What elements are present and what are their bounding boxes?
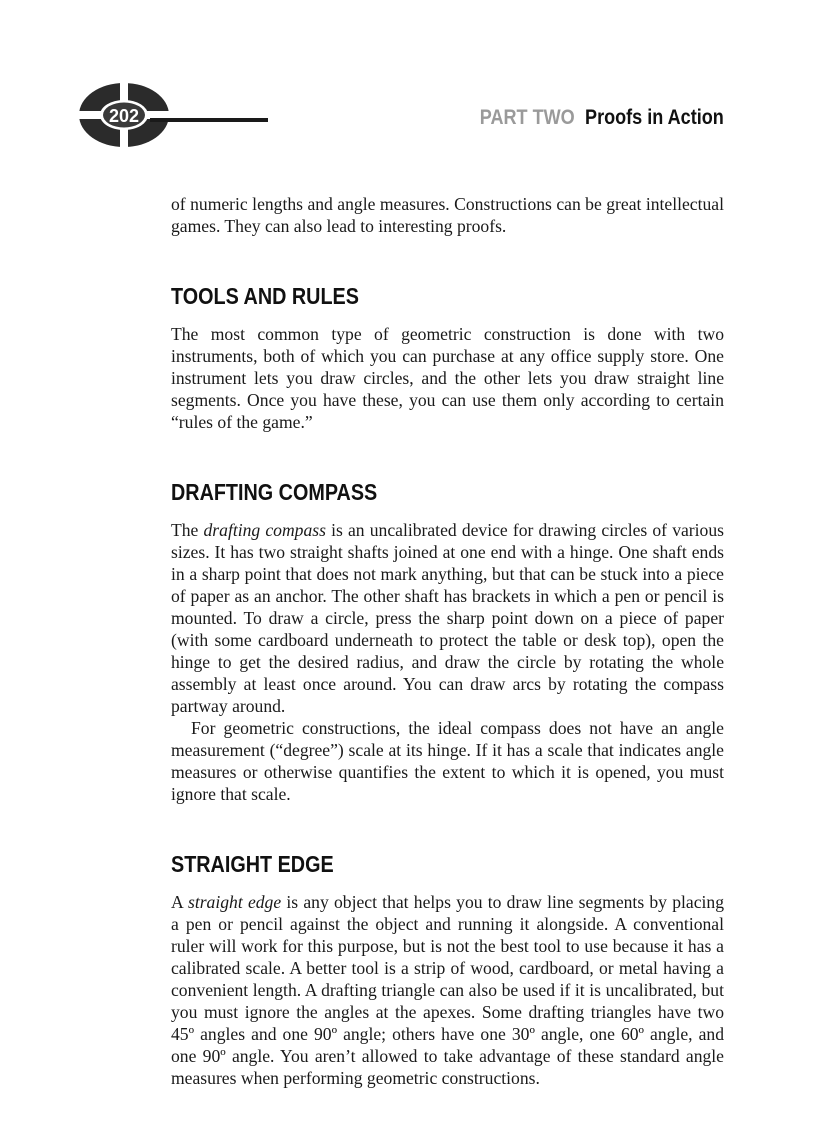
- part-title: Proofs in Action: [585, 106, 724, 129]
- part-label: PART TWO: [479, 106, 575, 129]
- straight-edge-body: is any object that helps you to draw line segments by placing a pen or pencil against the object and running it alongside. A conventional ruler will work for this purpose, but is not the best tool to use because it has a calibrated scale. A better tool is a strip of wood, cardboard, or metal having a convenient length. A drafting triangle can also be used if it is uncalibrated, but you must ignore the angles at the apexes. Some drafting triangles have two 45º angles and one 90º angle; others have one 30º angle, one 60º angle, and one 90º angle. You aren’t allowed to take advantage of these standard angle measures when performing geometric constructions.: [171, 892, 724, 1088]
- page-number-badge: [78, 82, 170, 148]
- compass-lead: The: [171, 520, 204, 540]
- section-heading-straight-edge: STRAIGHT EDGE: [171, 851, 334, 877]
- page-body: [171, 193, 724, 1089]
- compass-paragraph-2: For geometric constructions, the ideal compass does not have an angle measurement (“degree”) scale at its hinge. If it has a scale that indicates angle measures or otherwise quantifies the extent to which it is opened, you must ignore that scale.: [171, 718, 724, 804]
- straight-edge-paragraph: [171, 891, 724, 1089]
- tools-paragraph: The most common type of geometric construction is done with two instruments, both of which you can purchase at any office supply store. One instrument lets you draw circles, and the other lets you draw straight line segments. Once you have these, you can use them only according to certain “rules of the game.”: [171, 324, 724, 432]
- term-drafting-compass: drafting compass: [203, 520, 326, 540]
- compass-paragraph-1: [171, 519, 724, 717]
- intro-paragraph: of numeric lengths and angle measures. Constructions can be great intellectual games. They can also lead to interesting proofs.: [171, 194, 724, 236]
- section-heading-drafting-compass: DRAFTING COMPASS: [171, 479, 378, 505]
- running-head: [480, 106, 724, 130]
- page-number: 202: [108, 106, 140, 126]
- header-rule: [150, 118, 268, 122]
- compass-body: is an uncalibrated device for drawing circles of various sizes. It has two straight shafts joined at one end with a hinge. One shaft ends in a sharp point that does not mark anything, but that can be stuck into a piece of paper as an anchor. The other shaft has brackets in which a pen or pencil is mounted. To draw a circle, press the sharp point down on a piece of paper (with some cardboard underneath to protect the table or desk top), open the hinge to get the desired radius, and draw the circle by rotating the whole assembly at least once around. You can draw arcs by rotating the compass partway around.: [171, 520, 724, 716]
- section-heading-tools-and-rules: TOOLS AND RULES: [171, 283, 359, 309]
- term-straight-edge: straight edge: [187, 892, 282, 912]
- straight-edge-lead: A: [171, 892, 188, 912]
